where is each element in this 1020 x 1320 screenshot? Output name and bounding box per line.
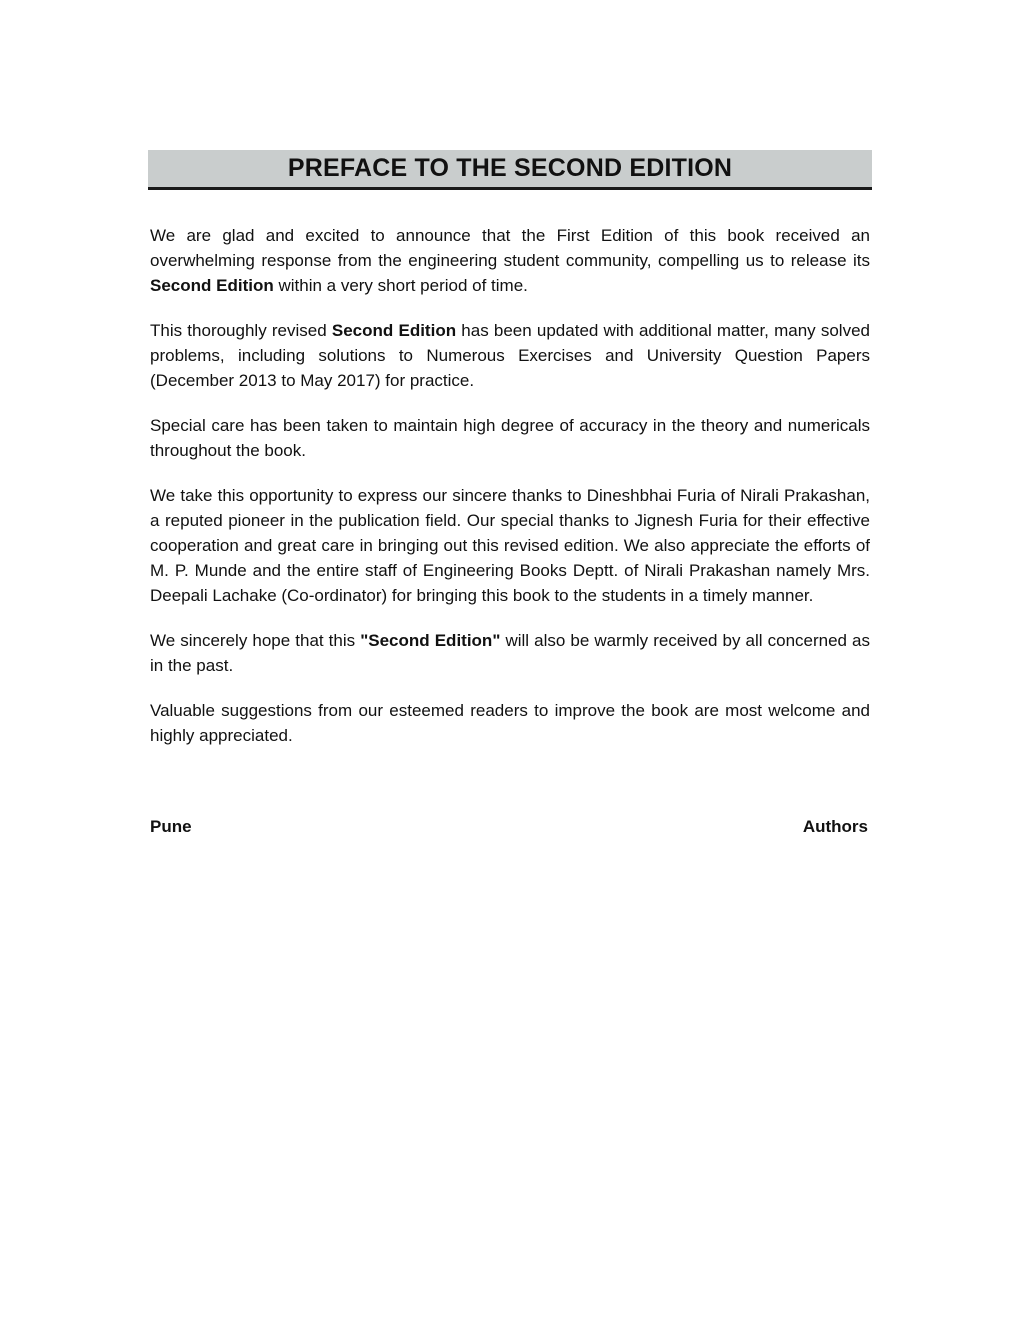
paragraph-5-emphasis: "Second Edition"	[360, 631, 501, 650]
paragraph-5-text-a: We sincerely hope that this	[150, 631, 361, 650]
paragraph-2-text-c: has been updated with additional matter, many solved problems, including solutions to Numerous Exercises and University Question Papers (December 2013 to May 2017) for practice.	[150, 321, 870, 390]
paragraph-4: We take this opportunity to express our sincere thanks to Dineshbhai Furia of Nirali Prakashan, a reputed pioneer in the publication field. Our special thanks to Jignesh Furia for their effective cooperation and great care in bringing out this revised edition. We also appreciate the efforts of M. P. Munde and the entire staff of Engineering Books Deptt. of Nirali Prakashan namely Mrs. Deepali Lachake (Co-ordinator) for bringing this book to the students in a timely manner.	[150, 486, 870, 605]
paragraph-1-emphasis: Second Edition	[150, 276, 274, 295]
paragraph-1	[150, 223, 870, 298]
signoff-place: Pune	[150, 817, 192, 836]
paragraph-3: Special care has been taken to maintain high degree of accuracy in the theory and numericals throughout the book.	[150, 416, 870, 460]
paragraph-5-text-c: will also be warmly received by all concerned as in the past.	[150, 631, 871, 675]
page-title: PREFACE TO THE SECOND EDITION	[287, 154, 733, 182]
paragraph-2-text-a: This thoroughly revised	[150, 321, 332, 340]
paragraph-1-text-a: We are glad and excited to announce that the First Edition of this book received an overwhelming response from the engineering student community, compelling us to release its	[150, 226, 870, 270]
preface-page	[148, 150, 872, 837]
paragraph-5	[150, 628, 870, 678]
signoff-authors: Authors	[802, 817, 868, 836]
paragraph-1-text-c: within a very short period of time.	[273, 276, 528, 295]
preface-body	[148, 223, 872, 748]
signoff-row	[148, 817, 872, 837]
paragraph-2-emphasis: Second Edition	[331, 321, 457, 340]
paragraph-6: Valuable suggestions from our esteemed readers to improve the book are most welcome and highly appreciated.	[150, 701, 870, 745]
title-banner	[148, 150, 872, 190]
paragraph-2	[150, 318, 870, 393]
